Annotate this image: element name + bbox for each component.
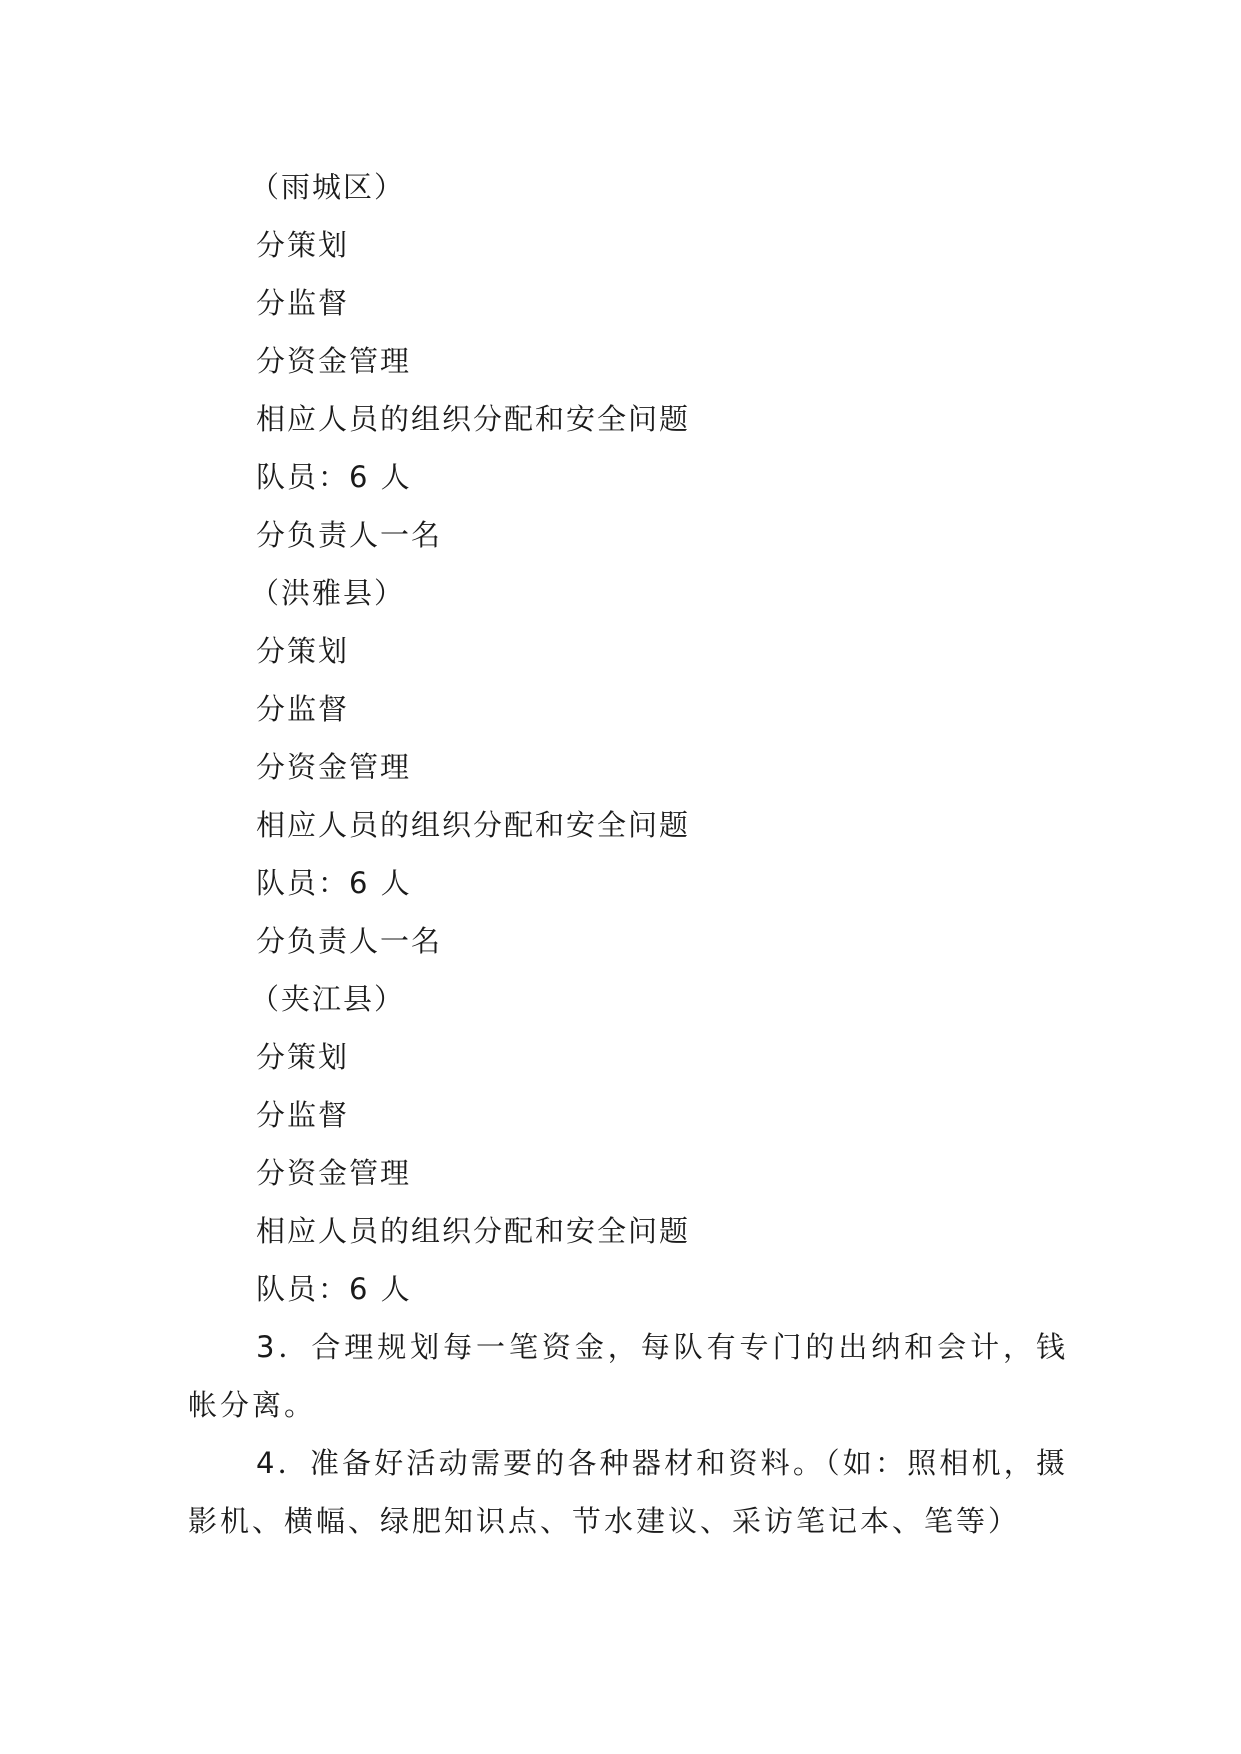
text-line: 分资金管理 [256,344,412,378]
text-line: 分策划 [256,1040,350,1074]
text-line: 分资金管理 [256,750,412,784]
text-line: 分负责人一名 [256,518,443,552]
paragraph-equipment: 4．准备好活动需要的各种器材和资料。（如：照相机，摄影机、横幅、绿肥知识点、节水建议、采访笔记本、笔等） [188,1446,1068,1538]
text-line: 分负责人一名 [256,924,443,958]
document-body [188,158,1068,1550]
text-line: 分策划 [256,228,350,262]
text-line: 分监督 [256,692,350,726]
section-heading-yucheng: （雨城区） [250,170,406,204]
text-line: 相应人员的组织分配和安全问题 [256,1214,691,1248]
text-line: 分监督 [256,1098,350,1132]
section-heading-jiajiang: （夹江县） [250,982,406,1016]
text-line: 分策划 [256,634,350,668]
team-size-line: 队员：6 人 [256,460,412,494]
text-line: 分监督 [256,286,350,320]
paragraph-funding: 3．合理规划每一笔资金，每队有专门的出纳和会计，钱帐分离。 [188,1330,1068,1422]
section-heading-hongya: （洪雅县） [250,576,406,610]
text-line: 相应人员的组织分配和安全问题 [256,808,691,842]
text-line: 分资金管理 [256,1156,412,1190]
team-size-line: 队员：6 人 [256,1272,412,1306]
text-line: 相应人员的组织分配和安全问题 [256,402,691,436]
team-size-line: 队员：6 人 [256,866,412,900]
